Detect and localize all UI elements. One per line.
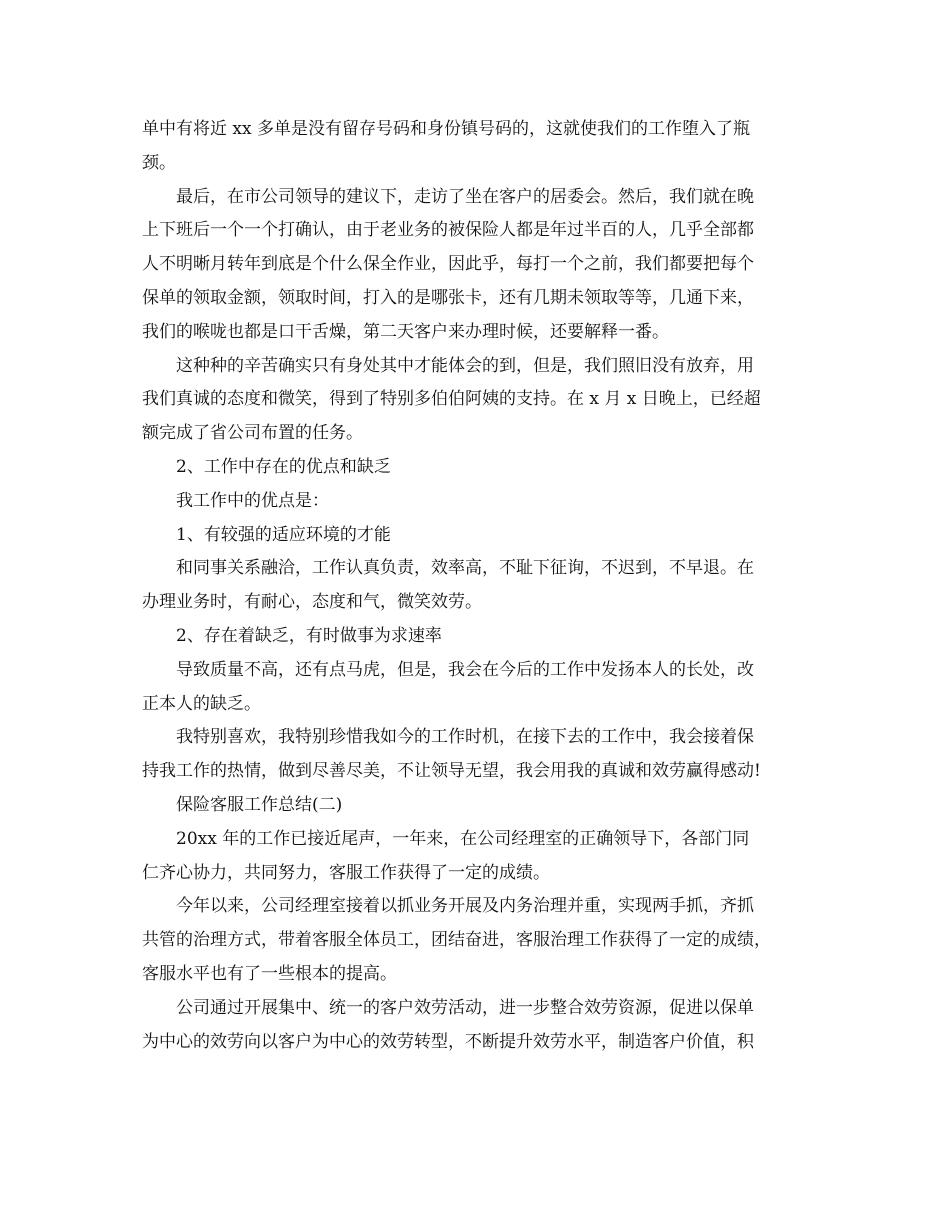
text-line: 保险客服工作总结(二) [176, 794, 343, 815]
text-line: 20xx 年的工作已接近尾声，一年来，在公司经理室的正确领导下，各部门同 [176, 828, 750, 849]
list-item-weakness-2 [142, 620, 817, 654]
paragraph-service-activities [142, 992, 817, 1060]
section-title-part-2 [142, 789, 817, 823]
text-line: 我工作中的优点是： [176, 490, 329, 511]
text-line: 单中有将近 xx 多单是没有留存号码和身份镇号码的，这就使我们的工作堕入了瓶 [142, 119, 750, 139]
paragraph-1 [142, 113, 817, 181]
text-line: 1、有较强的适应环境的才能 [176, 524, 391, 545]
text-line: 2、工作中存在的优点和缺乏 [176, 456, 391, 477]
paragraph-strength-detail [142, 552, 817, 620]
text-line: 正本人的缺乏。 [142, 693, 261, 714]
paragraph-closing [142, 721, 817, 789]
text-line: 2、存在着缺乏，有时做事为求速率 [176, 625, 442, 646]
text-line: 我们的喉咙也都是口干舌燥，第二天客户来办理时候，还要解释一番。 [142, 321, 669, 342]
paragraph-strengths-intro [142, 485, 817, 519]
text-line: 人不明晰月转年到底是个什么保全作业，因此乎，每打一个之前，我们都要把每个 [142, 254, 754, 275]
text-line: 导致质量不高，还有点马虎，但是，我会在今后的工作中发扬本人的长处，改 [176, 659, 754, 680]
paragraph-3 [142, 350, 817, 451]
text-line: 颈。 [142, 152, 176, 173]
text-line: 我特别喜欢，我特别珍惜我如今的工作时机，在接下去的工作中，我会接着保 [176, 727, 754, 748]
paragraph-year-summary [142, 823, 817, 891]
text-line: 和同事关系融洽，工作认真负责，效率高，不耻下征询，不迟到，不早退。在 [176, 558, 754, 579]
text-line: 办理业务时，有耐心，态度和气，微笑效劳。 [142, 592, 482, 613]
text-line: 这种种的辛苦确实只有身处其中才能体会的到，但是，我们照旧没有放弃，用 [176, 355, 754, 376]
text-line: 我们真诚的态度和微笑，得到了特别多伯伯阿姨的支持。在 x 月 x 日晚上，已经超 [142, 389, 761, 410]
text-line: 最后，在市公司领导的建议下，走访了坐在客户的居委会。然后，我们就在晚 [176, 186, 754, 207]
paragraph-weakness-detail [142, 654, 817, 722]
text-line: 保单的领取金额，领取时间，打入的是哪张卡，还有几期未领取等等，几通下来， [142, 287, 754, 308]
list-item-strength-1 [142, 519, 817, 553]
text-line: 今年以来，公司经理室接着以抓业务开展及内务治理并重，实现两手抓，齐抓 [176, 896, 754, 917]
text-line: 公司通过开展集中、统一的客户效劳活动，进一步整合效劳资源，促进以保单 [176, 997, 754, 1018]
text-line: 共管的治理方式，带着客服全体员工，团结奋进，客服治理工作获得了一定的成绩， [142, 930, 771, 951]
document-page [142, 113, 817, 1059]
text-line: 仁齐心协力，共同努力，客服工作获得了一定的成绩。 [142, 862, 550, 883]
text-line: 额完成了省公司布置的任务。 [142, 423, 363, 444]
paragraph-management [142, 890, 817, 991]
section-heading-strengths-weaknesses [142, 451, 817, 485]
paragraph-2 [142, 181, 817, 350]
text-line: 上下班后一个一个打确认，由于老业务的被保险人都是年过半百的人，几乎全部都 [142, 220, 754, 241]
text-line: 客服水平也有了一些根本的提高。 [142, 963, 397, 984]
text-line: 为中心的效劳向以客户为中心的效劳转型，不断提升效劳水平，制造客户价值，积 [142, 1031, 754, 1052]
text-line: 持我工作的热情，做到尽善尽美，不让领导无望，我会用我的真诚和效劳赢得感动! [142, 761, 761, 782]
